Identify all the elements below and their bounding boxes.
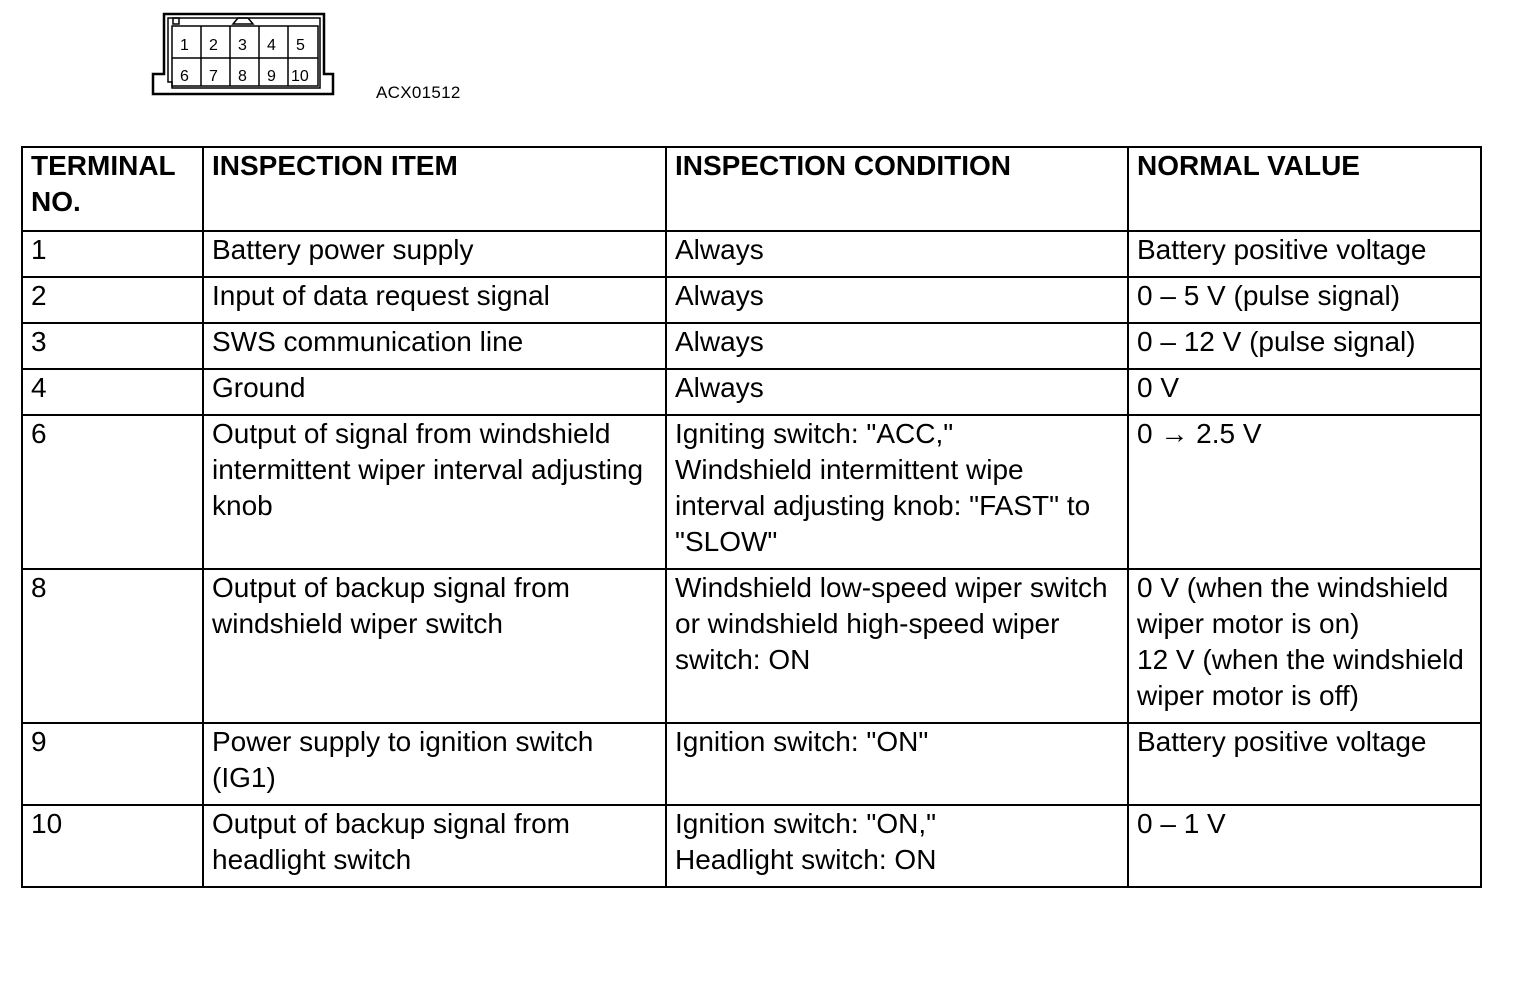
header-inspection-condition: INSPECTION CONDITION <box>666 147 1128 231</box>
header-normal-value: NORMAL VALUE <box>1128 147 1481 231</box>
inspection-item-cell: Battery power supply <box>203 231 666 277</box>
inspection-condition-cell: Always <box>666 369 1128 415</box>
pin-label: 3 <box>238 37 247 54</box>
normal-value-cell: 0 V <box>1128 369 1481 415</box>
pin-label: 10 <box>291 68 309 85</box>
normal-value-cell: 0 – 1 V <box>1128 805 1481 887</box>
inspection-item-cell: SWS communication line <box>203 323 666 369</box>
normal-value-cell: Battery positive voltage <box>1128 231 1481 277</box>
header-inspection-item: INSPECTION ITEM <box>203 147 666 231</box>
inspection-condition-cell: Igniting switch: "ACC," Windshield intermittent wipe interval adjusting knob: "FAST" to "SLOW" <box>666 415 1128 569</box>
normal-value-cell: 0 V (when the windshield wiper motor is on) 12 V (when the windshield wiper motor is off) <box>1128 569 1481 723</box>
pin-label: 9 <box>267 68 276 85</box>
inspection-condition-cell: Always <box>666 231 1128 277</box>
inspection-item-cell: Output of backup signal from headlight switch <box>203 805 666 887</box>
inspection-condition-cell: Ignition switch: "ON," Headlight switch: ON <box>666 805 1128 887</box>
terminal-no-cell: 3 <box>22 323 203 369</box>
pin-label: 7 <box>209 68 218 85</box>
table-header-row <box>22 147 1481 231</box>
normal-value-cell: Battery positive voltage <box>1128 723 1481 805</box>
connector-outline <box>150 10 336 98</box>
terminal-no-cell: 9 <box>22 723 203 805</box>
terminal-no-cell: 10 <box>22 805 203 887</box>
pin-label: 1 <box>180 37 189 54</box>
inspection-condition-cell: Always <box>666 323 1128 369</box>
table-row <box>22 415 1481 569</box>
table-row <box>22 805 1481 887</box>
table-row <box>22 569 1481 723</box>
terminal-no-cell: 4 <box>22 369 203 415</box>
normal-value-cell: 0 – 5 V (pulse signal) <box>1128 277 1481 323</box>
pin-label: 6 <box>180 68 189 85</box>
normal-value-cell: 0 – 12 V (pulse signal) <box>1128 323 1481 369</box>
terminal-no-cell: 1 <box>22 231 203 277</box>
table-row <box>22 369 1481 415</box>
table-row <box>22 723 1481 805</box>
pin-label: 5 <box>296 37 305 54</box>
table-row <box>22 231 1481 277</box>
terminal-no-cell: 2 <box>22 277 203 323</box>
inspection-condition-cell: Windshield low-speed wiper switch or windshield high-speed wiper switch: ON <box>666 569 1128 723</box>
pin-label: 8 <box>238 68 247 85</box>
table-row <box>22 277 1481 323</box>
terminal-no-cell: 6 <box>22 415 203 569</box>
normal-value-cell: 0 → 2.5 V <box>1128 415 1481 569</box>
inspection-item-cell: Output of signal from windshield intermittent wiper interval adjusting knob <box>203 415 666 569</box>
inspection-item-cell: Input of data request signal <box>203 277 666 323</box>
inspection-item-cell: Output of backup signal from windshield wiper switch <box>203 569 666 723</box>
terminal-inspection-table <box>21 146 1482 888</box>
inspection-condition-cell: Always <box>666 277 1128 323</box>
header-terminal-no: TERMINAL NO. <box>22 147 203 231</box>
terminal-no-cell: 8 <box>22 569 203 723</box>
pin-label: 2 <box>209 37 218 54</box>
connector-diagram <box>150 10 336 98</box>
pin-label: 4 <box>267 37 276 54</box>
inspection-item-cell: Power supply to ignition switch (IG1) <box>203 723 666 805</box>
inspection-item-cell: Ground <box>203 369 666 415</box>
table-row <box>22 323 1481 369</box>
figure-code: ACX01512 <box>376 83 461 102</box>
inspection-condition-cell: Ignition switch: "ON" <box>666 723 1128 805</box>
